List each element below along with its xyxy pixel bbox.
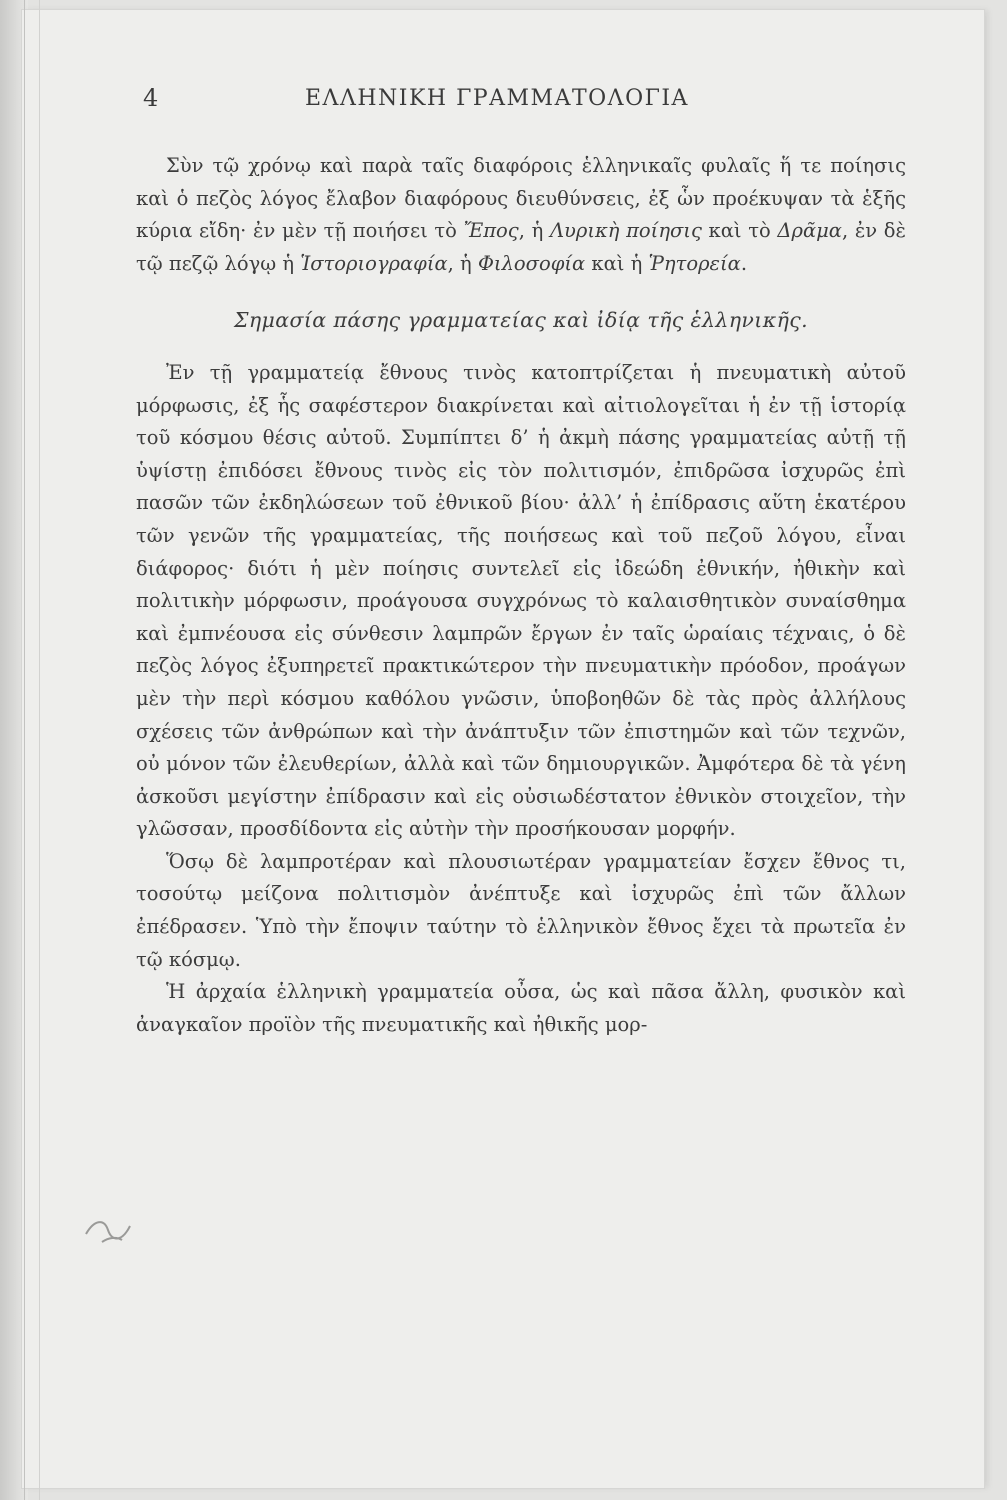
term-rhetoric: Ῥητορεία: [648, 251, 741, 275]
paragraph-1: Ἐν τῇ γραμματείᾳ ἔθνους τινὸς κατοπτρίζεται ἡ πνευματικὴ αὐτοῦ μόρφωσις, ἐξ ἧς σαφέστερον διακρίνεται καὶ αἰτιολογεῖται ἡ ἐν τῇ ἱστορίᾳ τοῦ κόσμου θέσις αὐτοῦ. Συμπίπτει δ’ ἡ ἀκμὴ πάσης γραμματείας αὐτῇ τῇ ὑψίστῃ ἐπιδόσει ἔθνους τινὸς εἰς τὸν πολιτισμόν, ἐπιδρῶσα ἰσχυρῶς ἐπὶ πασῶν τῶν ἐκδηλώσεων τοῦ ἐθνικοῦ βίου· ἀλλ’ ἡ ἐπίδρασις αὕτη ἑκατέρου τῶν γενῶν τῆς γραμματείας, τῆς ποιήσεως καὶ τοῦ πεζοῦ λόγου, εἶναι διάφορος· διότι ἡ μὲν ποίησις συντελεῖ εἰς ἰδεώδη ἐθνικήν, ἠθικὴν καὶ πολιτικὴν μόρφωσιν, προάγουσα συγχρόνως τὸ καλαισθητικὸν συναίσθημα καὶ ἐμπνέουσα εἰς σύνθεσιν λαμπρῶν ἔργων ἐν ταῖς ὡραίαις τέχναις, ὁ δὲ πεζὸς λόγος ἐξυπηρετεῖ πρακτικώτερον τὴν πνευματικὴν πρόοδον, προάγων μὲν τὴν περὶ κόσμου καθόλου γνῶσιν, ὑποβοηθῶν δὲ τὰς πρὸς ἀλλήλους σχέσεις τῶν ἀνθρώπων καὶ τὴν ἀνάπτυξιν τῶν ἐπιστημῶν καὶ τῶν τεχνῶν, οὐ μόνον τῶν ἐλευθερίων, ἀλλὰ καὶ τῶν δημιουργικῶν. Ἀμφότερα δὲ τὰ γένη ἀσκοῦσι μεγίστην ἐπίδρασιν καὶ εἰς οὐσιωδέστατον ἐθνικὸν στοιχεῖον, τὴν γλῶσσαν, προσδίδοντα εἰς αὐτὴν τὴν προσήκουσαν μορφήν.: [136, 360, 906, 841]
intro-text-6: καὶ ἡ: [585, 251, 649, 275]
page-header: [0, 84, 1007, 124]
page-number: 4: [143, 84, 159, 112]
paragraph-2: Ὅσῳ δὲ λαμπροτέραν καὶ πλουσιωτέραν γραμματείαν ἔσχεν ἔθνος τι, τοσούτῳ μείζονα πολιτισμὸν ἀνέπτυξε καὶ ἰσχυρῶς ἐπὶ τῶν ἄλλων ἐπέδρασεν. Ὑπὸ τὴν ἔποψιν ταύτην τὸ ἑλληνικὸν ἔθνος ἔχει τὰ πρωτεῖα ἐν τῷ κόσμῳ.: [136, 849, 906, 971]
term-philosophy: Φιλοσοφία: [477, 251, 586, 275]
intro-paragraph: [136, 150, 906, 280]
page-edge-lines: [24, 0, 40, 1500]
intro-text-3: καὶ τὸ: [701, 219, 778, 243]
body-text: [136, 150, 906, 1041]
running-title: ΕΛΛΗΝΙΚΗ ΓΡΑΜΜΑΤΟΛΟΓΙΑ: [305, 86, 689, 111]
term-lyric: Λυρικὴ ποίησις: [549, 219, 702, 243]
intro-text-2: , ἡ: [518, 219, 550, 243]
term-epos: Ἔπος: [463, 219, 519, 243]
intro-text-7: .: [740, 251, 748, 275]
intro-text-5: , ἡ: [447, 251, 478, 275]
term-drama: Δρᾶμα: [777, 219, 842, 243]
intro-text-4: , ἐν δὲ τῷ πεζῷ λόγῳ ἡ: [136, 219, 907, 275]
section-heading: Σημασία πάσης γραμματείας καὶ ἰδίᾳ τῆς ἑλληνικῆς.: [233, 308, 809, 333]
term-history: Ἱστοριογραφία: [300, 251, 448, 275]
intro-text-1: Σὺν τῷ χρόνῳ καὶ παρὰ ταῖς διαφόροις ἑλληνικαῖς φυλαῖς ἥ τε ποίησις καὶ ὁ πεζὸς λόγος ἔλαβον διαφόρους διευθύνσεις, ἐξ ὧν προέκυψαν τὰ ἑξῆς κύρια εἴδη· ἐν μὲν τῇ ποιήσει τὸ: [136, 154, 906, 243]
paragraph-3: Ἡ ἀρχαία ἑλληνικὴ γραμματεία οὖσα, ὡς καὶ πᾶσα ἄλλη, φυσικὸν καὶ ἀναγκαῖον προϊὸν τῆς πνευματικῆς καὶ ἠθικῆς μορ-: [136, 980, 906, 1036]
pencil-mark-icon: [82, 1212, 138, 1252]
